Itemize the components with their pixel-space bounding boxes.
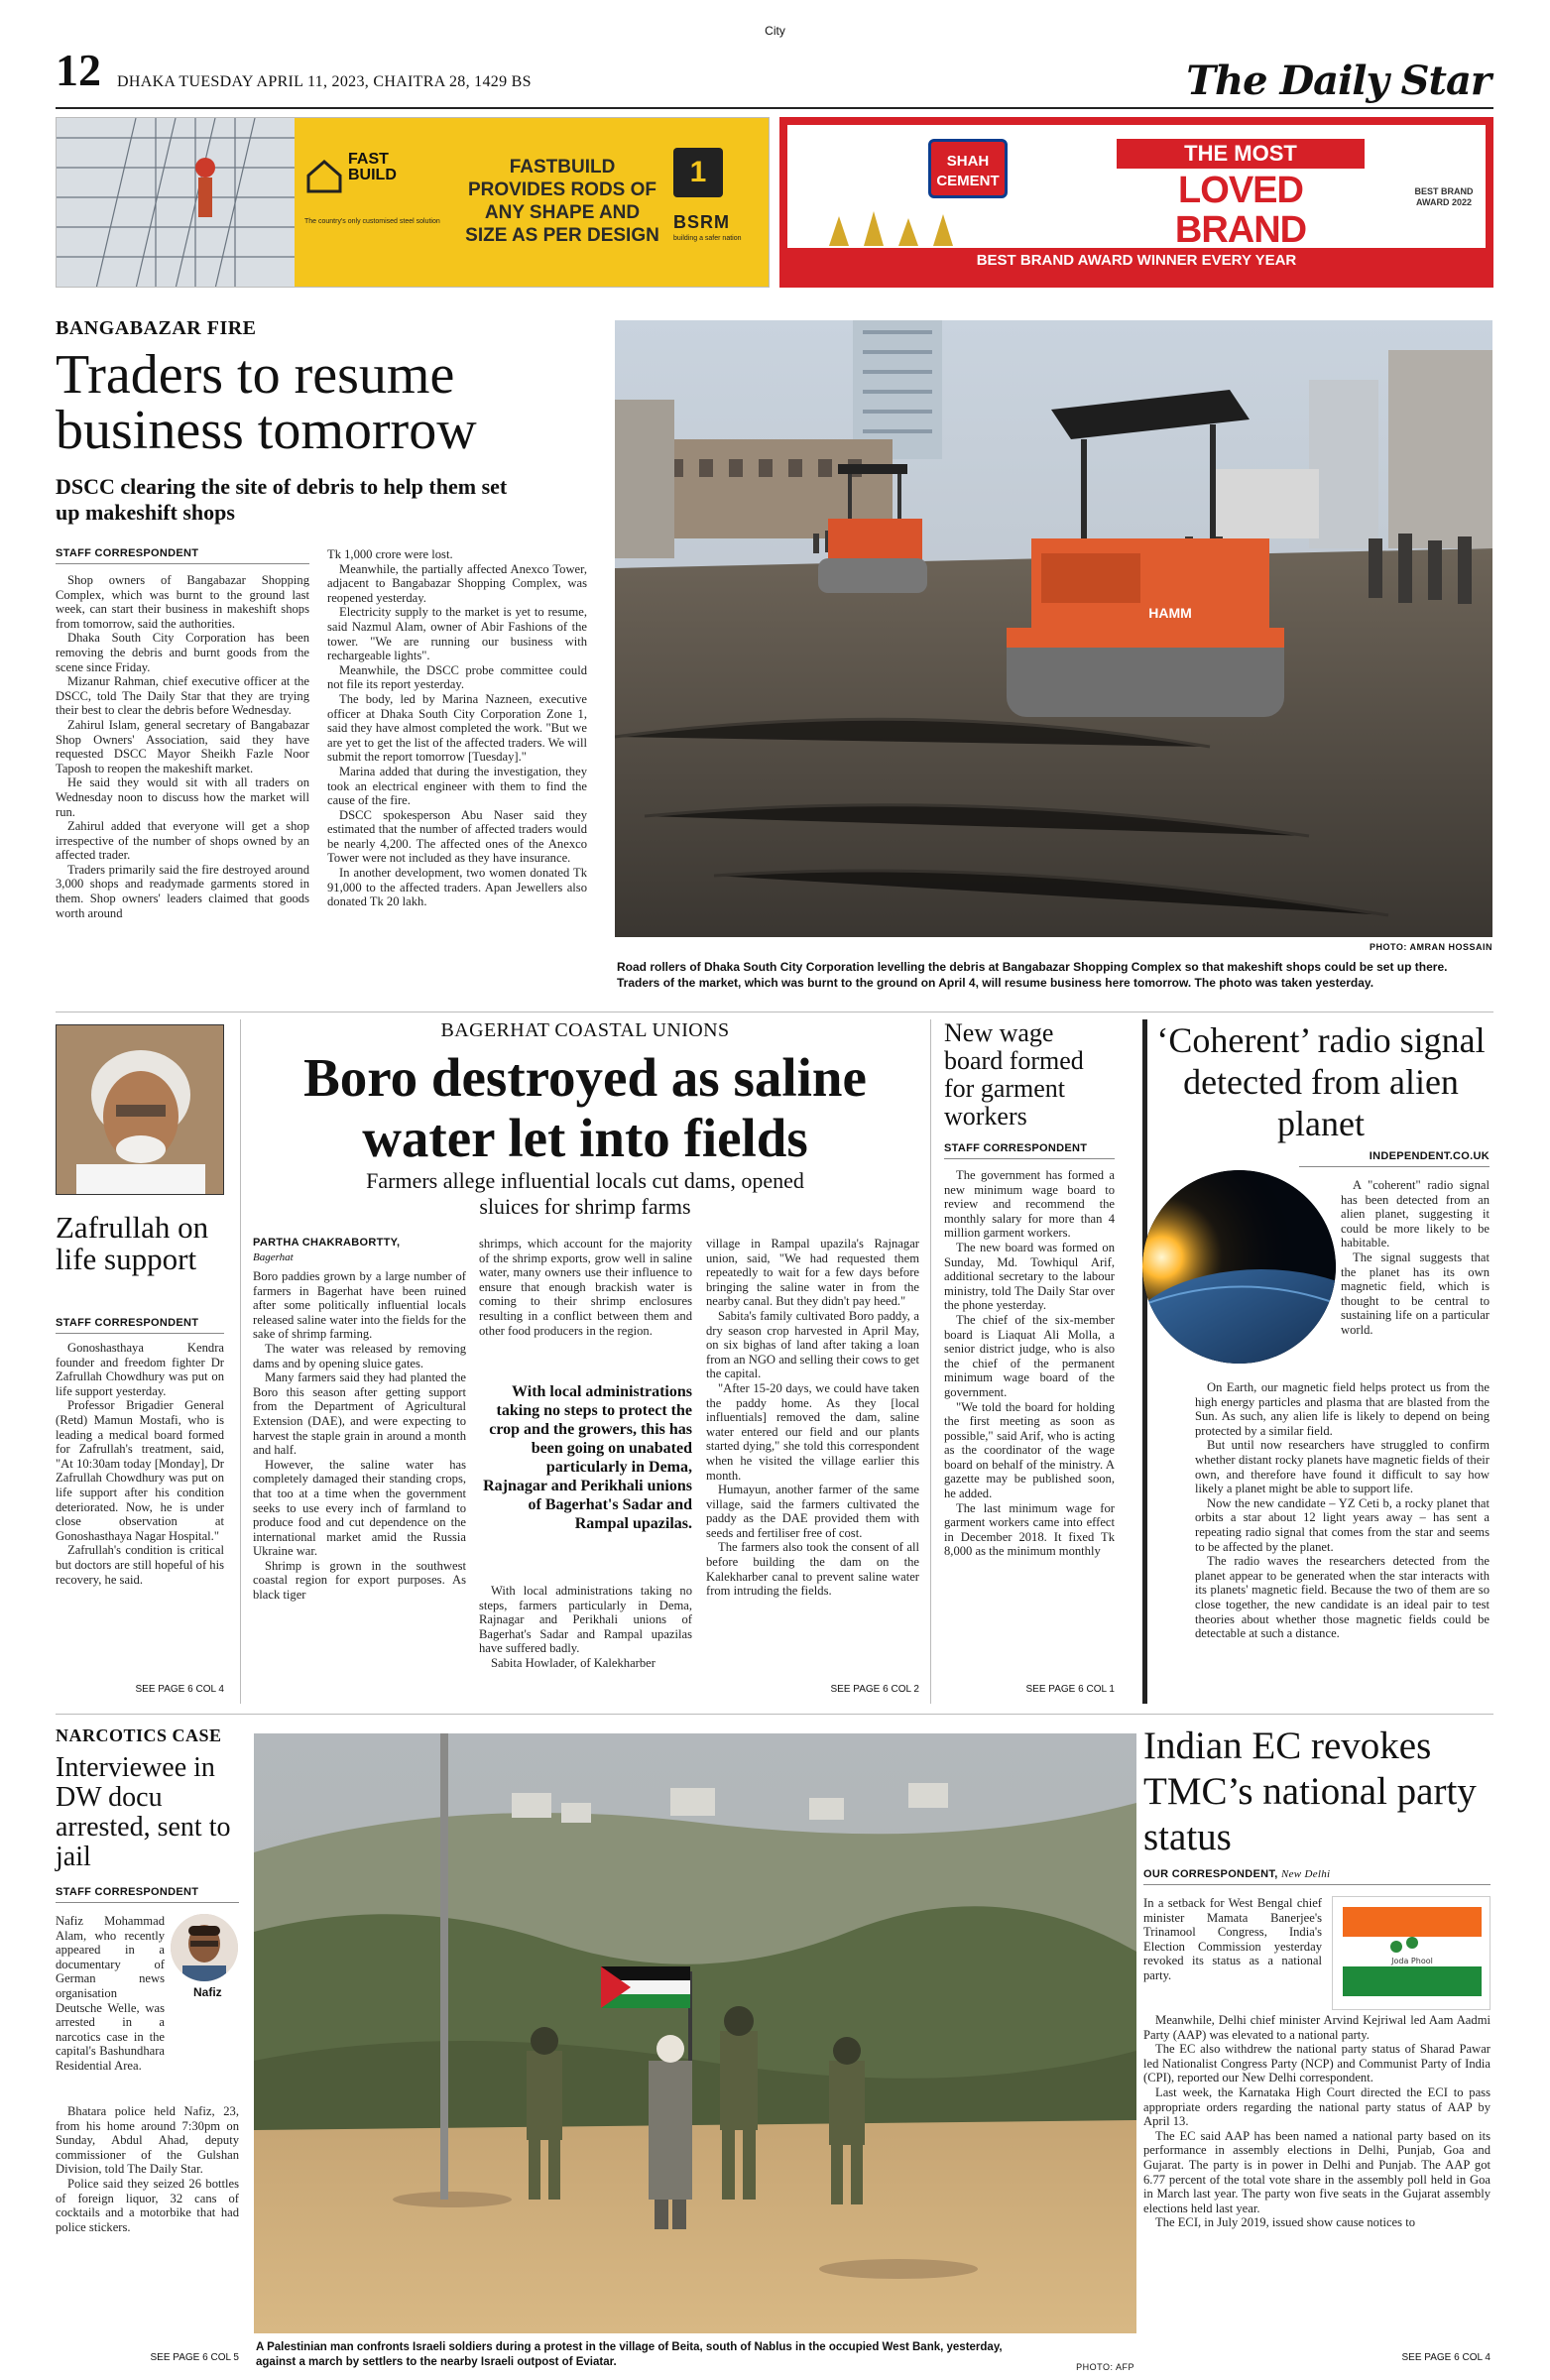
story4-headline: New wage board formed for garment workers xyxy=(944,1018,1084,1130)
story2-headline: Zafrullah on life support xyxy=(56,1210,209,1276)
story7-p4: The EC said AAP has been named a national party based on its performance in assembly elections in Delhi, Punjab, Goa and Gujarat. The party is in power in Delhi and Punjab. The AAP got 6.77 percent of the total vote share in the assembly poll held in Goa in March last year. The party won five seats in the Gujarat assembly elections held last year. xyxy=(1143,2128,1490,2215)
story4-p5: The last minimum wage for garment workers came into effect in December 2018. It fixed Tk 8,000 as the minimum monthly xyxy=(944,1500,1115,1559)
story1-col2 xyxy=(327,547,587,909)
story5-wrap-text xyxy=(1341,1178,1490,1338)
story6-headline: Interviewee in DW docu arrested, sent to jail xyxy=(56,1752,231,1872)
ad-shah-line1: THE MOST xyxy=(1117,139,1365,169)
west-bank-photo-caption: A Palestinian man confronts Israeli soldiers during a protest in the village of Beita, south of Nablus in the occupied West Bank, yesterday, against a march by settlers to the nearby Israeli outpost of Eviatar. xyxy=(256,2341,1003,2368)
nafiz-portrait xyxy=(171,1914,238,1981)
story3-col3-p5: The farmers also took the consent of all before building the dam on the Kalekharber canal to prevent saline water from intruding the fields. xyxy=(706,1540,919,1599)
zafrullah-portrait-illustration xyxy=(57,1025,224,1195)
story3-col1-p5: Shrimp is grown in the southwest coastal region for export purposes. As black tiger xyxy=(253,1558,466,1603)
story1-col1-p1: Shop owners of Bangabazar Shopping Complex, which was burnt to the ground last week, can start their business in makeshift shops from tomorrow, said the authorities. xyxy=(56,573,309,631)
story4-p4: "We told the board for holding the first meeting as soon as possible," said Arif, who is acting as the coordinator of the wage board on behalf of the ministry. A gazette may be published soon, he added. xyxy=(944,1399,1115,1501)
story5-source-rule xyxy=(1299,1166,1490,1167)
story1-col2-p5: The body, led by Marina Nazneen, executive officer at Dhaka South City Corporation Zone 1, said they have almost completed the work. "But we are yet to get the list of the affected traders. We will submit the report tomorrow [Tuesday]." xyxy=(327,691,587,765)
story5-p1: On Earth, our magnetic field helps protect us from the high energy particles and plasma that are blasted from the Sun. As such, any alien life is likely to depend on being protected by a similar field. xyxy=(1195,1380,1490,1438)
col-divider-a xyxy=(240,1019,241,1704)
story7-jump-link[interactable]: SEE PAGE 6 COL 4 xyxy=(1401,2352,1490,2363)
story2-byline: STAFF CORRESPONDENT xyxy=(56,1317,199,1329)
ad-bsrm-headline: FASTBUILD PROVIDES RODS OF ANY SHAPE AND SIZE AS PER DESIGN xyxy=(465,157,659,246)
story1-subhead: DSCC clearing the site of debris to help them set up makeshift shops xyxy=(56,474,508,525)
bsrm-logo xyxy=(673,212,730,233)
west-bank-photo-illustration xyxy=(254,1733,1136,2333)
story6-p2: Police said they seized 26 bottles of foreign liquor, 32 cans of cocktails and a motorbike that had police stickers. xyxy=(56,2176,239,2234)
story3-subhead: Farmers allege influential locals cut dams, opened sluices for shrimp farms xyxy=(366,1168,804,1219)
section-label: City xyxy=(765,24,785,38)
story1-byline: STAFF CORRESPONDENT xyxy=(56,547,199,559)
story3-pullquote: With local administrations taking no steps to protect the crop and the growers, this has been going on unabated particularly in Dema, Rajnagar and Perikhali unions of Bagerhat's Sadar and Rampal upazilas. xyxy=(483,1383,692,1532)
story5-p3: Now the new candidate – YZ Ceti b, a rocky planet that orbits a star about 12 light years away – has sent a repeating radio signal that comes from the star and seems to be affected by the planet. xyxy=(1195,1495,1490,1554)
story7-p3: Last week, the Karnataka High Court directed the ECI to pass appropriate orders regarding the national party status of AAP by April 13. xyxy=(1143,2084,1490,2129)
ad-shah-line2: LOVED BRAND xyxy=(1174,170,1307,251)
fast-build-badge xyxy=(304,146,453,225)
story3-col2-top xyxy=(479,1237,692,1338)
ad-tower-graphic xyxy=(57,118,295,288)
bsrm-logo-text: BSRM xyxy=(673,212,730,232)
shah-cement-logo: SHAH CEMENT xyxy=(928,139,1008,198)
story1-col1-p3: Mizanur Rahman, chief executive officer at the DSCC, told The Daily Star that they are trying their best to clear the debris before Wednesday. xyxy=(56,674,309,718)
row-divider-2 xyxy=(56,1714,1493,1715)
bangabazar-photo-illustration xyxy=(615,320,1492,937)
story1-col1-p7: Traders primarily said the fire destroyed around 3,000 shops and readymade garments stored in them. Shop owners' leaders claimed that goods worth around xyxy=(56,862,309,920)
story2-p1: Gonoshasthaya Kendra founder and freedom fighter Dr Zafrullah Chowdhury was put on life support yesterday. xyxy=(56,1341,224,1398)
fast-build-tagline: The country's only customised steel solution xyxy=(304,218,440,225)
story3-byline-place: Bagerhat xyxy=(253,1251,294,1263)
story3-col1 xyxy=(253,1269,466,1603)
story6-jump-link[interactable]: SEE PAGE 6 COL 5 xyxy=(150,2352,239,2363)
col-divider-c xyxy=(1142,1019,1147,1704)
story7-byline-place: New Delhi xyxy=(1280,1868,1331,1880)
story7-p1: Meanwhile, Delhi chief minister Arvind Kejriwal led Aam Aadmi Party (AAP) was elevated to a national party. xyxy=(1143,2013,1490,2042)
story3-jump-link[interactable]: SEE PAGE 6 COL 2 xyxy=(830,1684,919,1695)
bsrm-logo-tagline: building a safer nation xyxy=(673,235,742,242)
ad-shah-banner: BEST BRAND AWARD WINNER EVERY YEAR xyxy=(976,252,1297,269)
story1-col1-p5: He said they would sit with all traders on Wednesday noon to discuss how the market will run. xyxy=(56,775,309,819)
story1-col2-p8: In another development, two women donated Tk 91,000 to the affected traders. Apan Jewellers also donated Tk 20 lakh. xyxy=(327,866,587,909)
story7-headline: Indian EC revokes TMC’s national party status xyxy=(1143,1725,1477,1858)
story4-byline: STAFF CORRESPONDENT xyxy=(944,1142,1088,1154)
story6-wrap-p1: Nafiz Mohammad Alam, who recently appeared in a documentary of German news organisation Deutsche Welle, was arrested in a narcotics case in the capital's Bashundhara Residential Area. xyxy=(56,1914,165,2073)
story7-wrap-p1: In a setback for West Bengal chief minister Mamata Banerjee's Trinamool Congress, India's Election Commission yesterday revoked its status as a national party. xyxy=(1143,1896,1322,1982)
story3-col3 xyxy=(706,1237,919,1599)
zafrullah-portrait xyxy=(56,1024,224,1195)
story3-col1-p2: The water was released by removing dams and by opening sluice gates. xyxy=(253,1341,466,1370)
page-number: 12 xyxy=(56,45,101,95)
alien-planet-illustration xyxy=(1142,1170,1336,1364)
story2-byline-rule xyxy=(56,1333,224,1334)
story2-p2: Professor Brigadier General (Retd) Mamun Mostafi, who is leading a medical board formed for Zafrullah's treatment, said, "At 10:30am today [Monday], Dr Zafrullah Chowdhury was put on life support after his condition deteriorated. Now, he is under close observation at Gonoshasthaya Nagar Hospital." xyxy=(56,1398,224,1543)
tmc-flag-image xyxy=(1332,1896,1490,2010)
story3-col2-p2: With local administrations taking no steps, farmers particularly in Dema, Rajnagar and Perikhali unions of Bagerhat's Sadar and Rampal upazilas have suffered badly. xyxy=(479,1584,692,1656)
ad-bsrm[interactable] xyxy=(56,117,770,288)
story4-p1: The government has formed a new minimum wage board to review and recommend the monthly salary for more than 4 million garment workers. xyxy=(944,1168,1115,1241)
story7-p5: The ECI, in July 2019, issued show cause notices to xyxy=(1155,2215,1415,2230)
story1-col2-p1: Tk 1,000 crore were lost. xyxy=(327,547,453,561)
ad-shah-cement[interactable] xyxy=(779,117,1493,288)
story5-p4: The radio waves the researchers detected from the planet appear to be generated when the star interacts with its planets' magnetic field. Because the two of them are so close together, the new candidate is an ideal pair to test theories about whether those magnetic fields could be detectable at such a distance. xyxy=(1195,1554,1490,1641)
palestinian-flag xyxy=(601,1966,690,2008)
story3-col2-bottom xyxy=(479,1584,692,1671)
story3-col2-p1: shrimps, which account for the majority of the shrimp exports, grow well in saline water, many owners use their influence to ensure that enough brackish water is coming to their shrimp enclosures resulting in a conflict between them and other food producers in the region. xyxy=(479,1237,692,1338)
story3-col1-p1: Boro paddies grown by a large number of farmers in Bagerhat have been ruined after some politically influential locals released saline water into the fields for the sake of shrimp farming. xyxy=(253,1269,466,1342)
story7-byline xyxy=(1143,1868,1330,1880)
story5-headline: ‘Coherent’ radio signal detected from alien planet xyxy=(1156,1020,1486,1143)
west-bank-photo-credit: PHOTO: AFP xyxy=(1076,2362,1134,2372)
col-divider-b xyxy=(930,1019,931,1704)
story1-kicker: BANGABAZAR FIRE xyxy=(56,317,257,339)
story5-wrap-p2: The signal suggests that the planet has its own magnetic field, which is thought to be central to sustaining life on a particular world. xyxy=(1341,1250,1490,1337)
story6-kicker: NARCOTICS CASE xyxy=(56,1726,222,1745)
story1-col2-p7: DSCC spokesperson Abu Naser said they estimated that the number of affected traders would be nearly 4,200. The affected ones of the Anexco Tower were not included as they have insurance. xyxy=(327,807,587,866)
story1-headline: Traders to resume business tomorrow xyxy=(56,344,477,461)
story1-col1 xyxy=(56,573,309,920)
fast-build-badge-label: FAST BUILD xyxy=(348,151,397,183)
story5-body xyxy=(1195,1380,1490,1641)
story7-p2: The EC also withdrew the national party status of Sharad Pawar led Nationalist Congress Party (NCP) and Communist Party of India (CPI), reported our New Delhi correspondent. xyxy=(1143,2042,1490,2085)
west-bank-photo xyxy=(254,1733,1136,2333)
story2-body xyxy=(56,1341,224,1587)
story1-col2-p2: Meanwhile, the partially affected Anexco Tower, adjacent to Bangabazar Shopping Complex, was reopened yesterday. xyxy=(327,561,587,605)
story3-col1-p3: Many farmers said they had planted the Boro this season after getting support from the Department of Agricultural Extension (DAE), and were expecting to harvest the staple grain in around a month and half. xyxy=(253,1370,466,1458)
story3-col3-p3: "After 15-20 days, we could have taken the paddy home. As they [local influentials] removed the dam, saline water entered our field and our plants started dying," she told this correspondent when he visited the village earlier this month. xyxy=(706,1380,919,1483)
number-one-badge: 1 xyxy=(673,148,723,197)
story3-col1-p4: However, the saline water has completely damaged their standing crops, that too at a time when the government seeks to use every inch of farmland to produce food and cut dependence on the international market amid the Russia Ukraine war. xyxy=(253,1457,466,1559)
bangabazar-photo xyxy=(615,320,1492,937)
story3-col3-p1: village in Rampal upazila's Rajnagar union, said, "We had requested them repeatedly to wait for a few days before bringing the saline water in from the nearby canal. But they didn't pay heed." xyxy=(706,1237,919,1309)
story1-col2-p3: Electricity supply to the market is yet to resume, said Nazmul Alam, owner of Abir Fashions of the tower. "We are running our business with rechargeable lights". xyxy=(327,605,587,663)
story5-source: INDEPENDENT.CO.UK xyxy=(1369,1150,1490,1162)
story3-kicker: BAGERHAT COASTAL UNIONS xyxy=(440,1019,730,1041)
dateline: DHAKA TUESDAY APRIL 11, 2023, CHAITRA 28, 1429 BS xyxy=(117,73,532,90)
story1-col2-p6: Marina added that during the investigation, they took an electrical engineer with them to find the cause of the fire. xyxy=(327,764,587,808)
story3-col3-p4: Humayun, another farmer of the same village, said the farmers cultivated the paddy as the DAE provided them with seeds and fertiliser free of cost. xyxy=(706,1483,919,1540)
roller-brand-label: HAMM xyxy=(1148,605,1192,621)
story4-p2: The new board was formed on Sunday, Md. Towhiqul Arif, additional secretary to the labour ministry, told The Daily Star over the phone yesterday. xyxy=(944,1240,1115,1313)
masthead-rule xyxy=(56,107,1493,109)
story3-headline: Boro destroyed as saline water let into fields xyxy=(303,1047,867,1168)
story6-p1: Bhatara police held Nafiz, 23, from his home around 7:30pm on Sunday, Abdul Ahad, deputy commissioner of the Gulshan Division, told The Daily Star. xyxy=(56,2104,239,2177)
story1-col1-p6: Zahirul added that everyone will get a shop irrespective of the number of shops owned by an affected trader. xyxy=(56,819,309,863)
story2-jump-link[interactable]: SEE PAGE 6 COL 4 xyxy=(135,1684,224,1695)
story7-body xyxy=(1143,2013,1490,2230)
story7-wrap-text xyxy=(1143,1896,1322,1983)
story3-byline: PARTHA CHAKRABORTTY, xyxy=(253,1237,401,1249)
tmc-flag-text: Joda Phool xyxy=(1391,1957,1433,1965)
story5-p2: But until now researchers have struggled to confirm whether distant rocky planets have magnetic fields of their own, and therefore have found it difficult to say how likely a planet might be able to support life. xyxy=(1195,1438,1490,1496)
story3-col2-p3: Sabita Howlader, of Kalekharber xyxy=(491,1655,656,1670)
story6-body xyxy=(56,2104,239,2234)
award-trophies-graphic xyxy=(809,206,988,246)
story1-byline-rule xyxy=(56,563,309,564)
best-brand-award-logo: BEST BRAND AWARD 2022 xyxy=(1414,186,1474,207)
paper-logo: The Daily Star xyxy=(1186,58,1490,104)
story1-col1-p2: Dhaka South City Corporation has been removing the debris and burnt goods from the scene since Friday. xyxy=(56,631,309,674)
story4-p3: The chief of the six-member board is Liaquat Ali Molla, a senior district judge, who is also the chief of the permanent minimum wage board of the government. xyxy=(944,1312,1115,1399)
story2-p3: Zafrullah's condition is critical but doctors are still hopeful of his recovery, he said. xyxy=(56,1543,224,1587)
story6-byline: STAFF CORRESPONDENT xyxy=(56,1886,199,1898)
story4-jump-link[interactable]: SEE PAGE 6 COL 1 xyxy=(1025,1684,1115,1695)
house-icon xyxy=(304,156,344,195)
story6-byline-rule xyxy=(56,1902,239,1903)
nafiz-portrait-illustration xyxy=(171,1914,238,1981)
story1-col1-p4: Zahirul Islam, general secretary of Bangabazar Shop Owners' Association, said they have requested DSCC Mayor Sheikh Fazle Noor Taposh to reopen the makeshift market. xyxy=(56,717,309,775)
tmc-flag-illustration xyxy=(1333,1897,1490,2010)
nafiz-photo-label: Nafiz xyxy=(193,1985,222,1999)
story6-wrap-text xyxy=(56,1914,165,2074)
bangabazar-photo-credit: PHOTO: AMRAN HOSSAIN xyxy=(1369,942,1492,952)
bangabazar-photo-caption: Road rollers of Dhaka South City Corporation levelling the debris at Bangabazar Shopping Complex so that makeshift shops could be set up there. Traders of the market, which was burnt to the ground on April 4, will resume business here tomorrow. The photo was taken yesterday. xyxy=(617,960,1448,990)
story7-byline-name: OUR CORRESPONDENT, xyxy=(1143,1868,1278,1880)
story4-byline-rule xyxy=(944,1158,1115,1159)
story5-wrap-p1: A "coherent" radio signal has been detected from an alien planet, suggesting it could be more likely to be habitable. xyxy=(1341,1178,1490,1250)
story3-col3-p2: Sabita's family cultivated Boro paddy, a dry season crop harvested in April May, on six bighas of land after taking a loan from an NGO and selling their cows to get the capital. xyxy=(706,1308,919,1381)
story7-byline-rule xyxy=(1143,1884,1490,1885)
alien-planet-image xyxy=(1142,1170,1336,1364)
story4-body xyxy=(944,1168,1115,1559)
story1-col2-p4: Meanwhile, the DSCC probe committee could not file its report yesterday. xyxy=(327,662,587,692)
